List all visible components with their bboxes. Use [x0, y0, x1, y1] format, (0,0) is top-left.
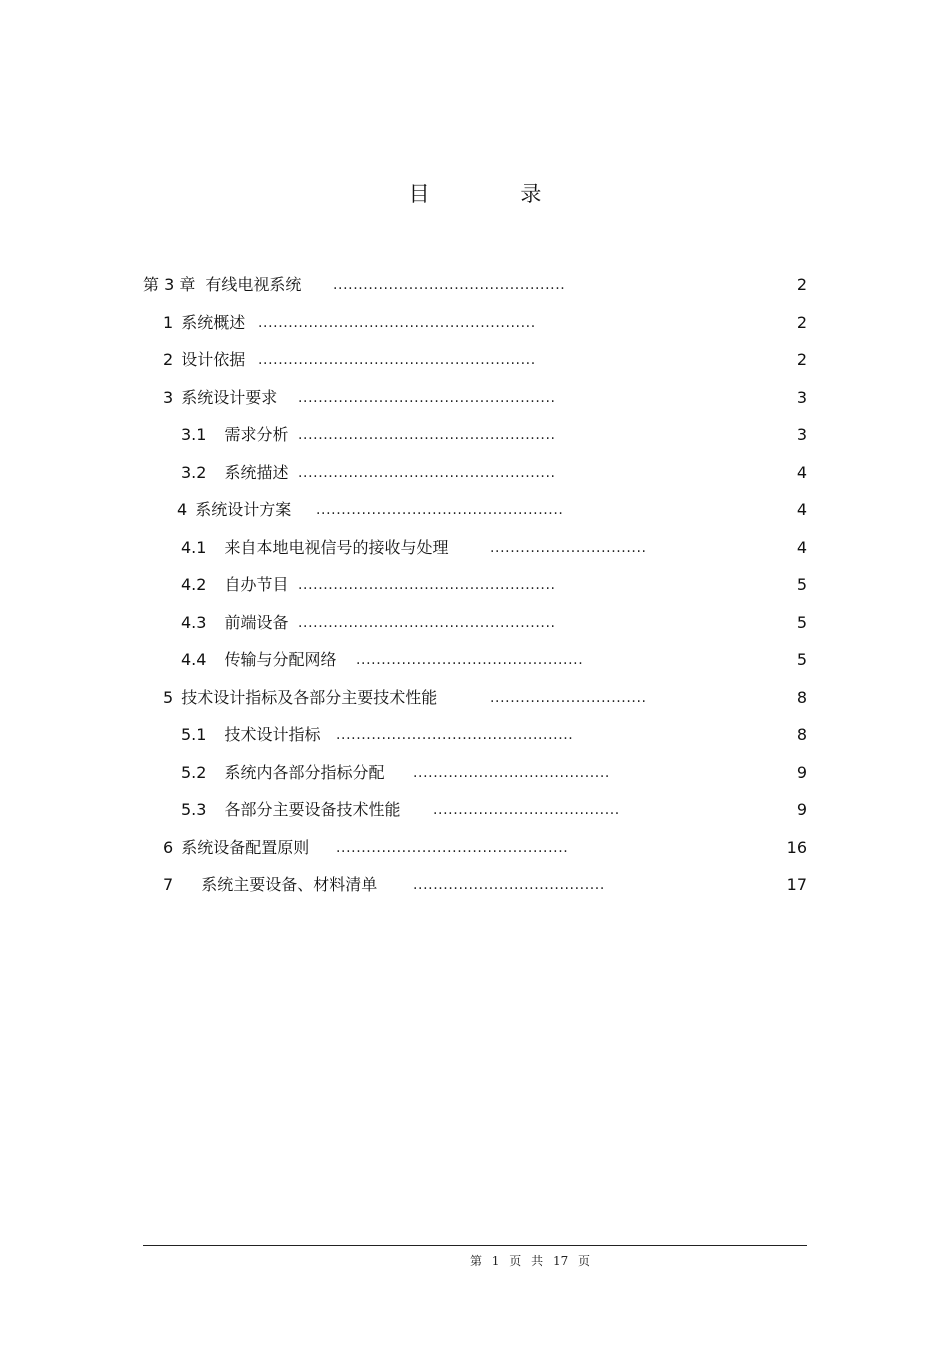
toc-entry-leader: ................................................... [298, 464, 556, 481]
toc-entry-number: 5.3 [181, 800, 207, 819]
toc-entry-page-number: 16 [786, 837, 807, 857]
toc-entry-text: 技术设计指标及各部分主要技术性能 [181, 687, 438, 707]
toc-entry-text: 系统设备配置原则 [181, 837, 310, 857]
toc-entry-leader: ............................................. [356, 652, 584, 668]
page-footer [0, 1252, 950, 1269]
toc-entry-leader: ................................................... [298, 614, 556, 631]
toc-entry[interactable] [143, 308, 807, 346]
toc-entry-number: 5.1 [181, 725, 207, 744]
toc-entry-page-number: 3 [796, 387, 807, 407]
toc-list [143, 270, 807, 908]
toc-entry-leader: ...................................... [413, 877, 605, 893]
toc-entry-leader: ............................... [490, 689, 647, 706]
toc-entry-text: 系统描述 [224, 462, 289, 482]
toc-entry-number: 3 [163, 387, 174, 407]
toc-entry-leader: ............................... [490, 539, 647, 556]
toc-entry-page-number: 4 [796, 500, 807, 519]
toc-entry-page-number: 2 [796, 350, 807, 369]
toc-entry-text: 前端设备 [224, 612, 289, 632]
toc-entry[interactable] [143, 495, 807, 533]
toc-entry-leader: ................................................. [316, 502, 564, 518]
toc-entry-leader: ................................................... [298, 427, 556, 443]
toc-entry[interactable] [143, 608, 807, 646]
toc-entry-page-number: 5 [796, 575, 807, 594]
toc-entry-page-number: 4 [796, 537, 807, 557]
toc-entry-page-number: 5 [796, 650, 807, 669]
toc-entry[interactable] [143, 270, 807, 308]
toc-entry[interactable] [143, 533, 807, 571]
toc-entry[interactable] [143, 833, 807, 871]
toc-entry-number: 3.1 [181, 425, 207, 444]
toc-entry-number: 7 [163, 875, 174, 894]
toc-entry-text: 自办节目 [224, 575, 289, 594]
toc-entry-text: 技术设计指标 [224, 725, 321, 744]
toc-entry-text: 有线电视系统 [205, 275, 302, 294]
toc-entry-number: 3.2 [181, 462, 207, 482]
toc-entry[interactable] [143, 795, 807, 833]
toc-entry-leader: ....................................... [413, 764, 610, 781]
toc-entry-text: 各部分主要设备技术性能 [224, 800, 401, 819]
toc-entry-text: 系统设计方案 [195, 500, 292, 519]
footer-prefix: 第 [469, 1254, 482, 1268]
toc-entry-text: 系统主要设备、材料清单 [201, 875, 378, 894]
toc-entry-page-number: 2 [796, 275, 807, 294]
toc-entry-text: 设计依据 [181, 350, 246, 369]
toc-entry-page-number: 5 [796, 612, 807, 632]
toc-entry[interactable] [143, 758, 807, 796]
toc-entry-leader: ....................................................... [258, 314, 536, 331]
toc-entry-text: 需求分析 [224, 425, 289, 444]
toc-entry-number: 4 [177, 500, 188, 519]
toc-entry-number: 4.2 [181, 575, 207, 594]
toc-entry-number: 4.3 [181, 612, 207, 632]
toc-entry[interactable] [143, 645, 807, 683]
toc-entry-number: 5.2 [181, 762, 207, 782]
toc-entry[interactable] [143, 420, 807, 458]
toc-entry-number: 5 [163, 687, 174, 707]
toc-entry-page-number: 9 [796, 762, 807, 782]
toc-entry[interactable] [143, 383, 807, 421]
toc-entry-leader: ................................................... [298, 577, 556, 593]
toc-entry-number: 1 [163, 312, 174, 332]
toc-entry[interactable] [143, 345, 807, 383]
toc-entry-text: 系统概述 [181, 312, 246, 332]
toc-entry-text: 来自本地电视信号的接收与处理 [224, 537, 449, 557]
toc-entry[interactable] [143, 458, 807, 496]
toc-entry[interactable] [143, 870, 807, 908]
toc-entry-leader: ....................................................... [258, 352, 536, 368]
toc-entry-text: 系统设计要求 [181, 387, 278, 407]
toc-entry-page-number: 8 [796, 725, 807, 744]
toc-entry[interactable] [143, 570, 807, 608]
toc-entry-leader: ..................................... [433, 802, 620, 818]
footer-total-prefix: 共 [531, 1254, 544, 1268]
toc-entry-page-number: 2 [796, 312, 807, 332]
footer-current-page: 1 [491, 1254, 500, 1268]
toc-entry-page-number: 9 [796, 800, 807, 819]
toc-entry[interactable] [143, 683, 807, 721]
toc-entry-number: 4.4 [181, 650, 207, 669]
toc-entry-page-number: 3 [796, 425, 807, 444]
toc-entry-leader: .............................................. [336, 839, 569, 856]
toc-entry-leader: ............................................... [336, 727, 574, 743]
toc-entry-page-number: 17 [786, 875, 807, 894]
toc-entry-page-number: 4 [796, 462, 807, 482]
toc-entry-number: 4.1 [181, 537, 207, 557]
toc-entry-text: 传输与分配网络 [224, 650, 337, 669]
toc-entry[interactable] [143, 720, 807, 758]
toc-entry-number: 第 3 章 [143, 275, 196, 294]
footer-total-pages: 17 [552, 1254, 569, 1268]
toc-entry-leader: ................................................... [298, 389, 556, 406]
toc-entry-text: 系统内各部分指标分配 [224, 762, 385, 782]
footer-line [143, 1245, 807, 1246]
footer-suffix: 页 [578, 1254, 591, 1268]
toc-entry-number: 6 [163, 837, 174, 857]
toc-title: 目 录 [408, 182, 584, 206]
toc-entry-page-number: 8 [796, 687, 807, 707]
toc-entry-leader: .............................................. [333, 277, 566, 293]
toc-entry-number: 2 [163, 350, 174, 369]
footer-page-word: 页 [509, 1254, 522, 1268]
